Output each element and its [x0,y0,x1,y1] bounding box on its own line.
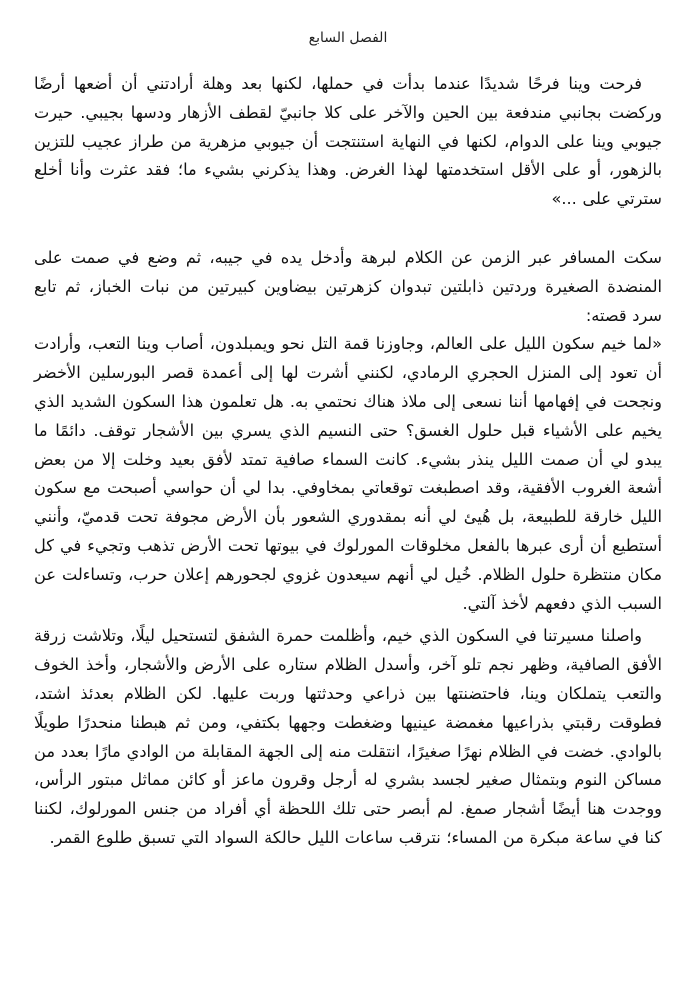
paragraph-3: «لما خيم سكون الليل على العالم، وجاوزنا قمة التل نحو ويمبلدون، أصاب وينا التعب، وأرادت أن تعود إلى المنزل الحجري الرمادي، لكنني أشرت لها إلى أعمدة قصر البورسلين الأخضر ونجحت في إفهامها أننا نسعى إلى ملاذ هناك نحتمي به. هل تعلمون هذا السكون الشديد الذي يخيم على الأشياء قبل حلول الغسق؟ حتى النسيم الذي يسري بين الأشجار توقف. دائمًا ما يبدو لي أن صمت الليل ينذر بشيء. كانت السماء صافية تمتد لأفق بعيد وخلت إلا من بعض أشعة الغروب الأفقية، وقد اصطبغت توقعاتي بمخاوفي. بدا لي أن حواسي أصبحت مع سكون الليل خارقة للطبيعة، بل هُيئ لي أنه بمقدوري الشعور بأن الأرض مجوفة تحت قدميّ، وأنني أستطيع أن أرى عبرها بالفعل مخلوقات المورلوك في بيوتها تحت الأرض تذهب وتجيء في كل مكان منتظرة حلول الظلام. خُيل لي أنهم سيعدون غزوي لجحورهم إعلان حرب، وتساءلت عن السبب الذي دفعهم لأخذ آلتي. [34,334,662,613]
paragraph-1: فرحت وينا فرحًا شديدًا عندما بدأت في حملها، لكنها بعد وهلة أرادتني أن أضعها أرضًا وركضت بجانبي مندفعة بين الحين والآخر على كلا جانبيّ لقطف الأزهار ودسها بجيبي. حيرت جيوبي وينا على الدوام، لكنها في النهاية استنتجت أن جيوبي مزهرية من طراز عجيب للتزين بالزهور، أو على الأقل استخدمتها لهذا الغرض. وهذا يذكرني بشيء ما؛ فقد عثرت وأنا أخلع سترتي على ...» [34,74,662,209]
paragraph-4: واصلنا مسيرتنا في السكون الذي خيم، وأظلمت حمرة الشفق لتستحيل ليلًا، وتلاشت زرقة الأفق الصافية، وظهر نجم تلو آخر، وأسدل الظلام ستاره على الأرض والأشجار، وأخذ الخوف والتعب يتملكان وينا، فاحتضنتها بين ذراعي وحدثتها وربت عليها. لكن الظلام بعدئذ اشتد، فطوقت رقبتي بذراعيها مغمضة عينيها وضغطت وجهها بكتفي، ومن ثم هبطنا منحدرًا طويلًا بالوادي. خضت في الظلام نهرًا صغيرًا، انتقلت منه إلى الجهة المقابلة من الوادي مارًا بعدد من مساكن النوم وبتمثال صغير لجسد بشري له أرجل وقرون ماعز أو كائن مماثل مبتور الرأس، ووجدت هنا أيضًا أشجار صمغ. لم أبصر حتى تلك اللحظة أي أفراد من جنس المورلوك، لكننا كنا في ساعة مبكرة من المساء؛ نترقب ساعات الليل حالكة السواد التي تسبق طلوع القمر. [34,626,662,847]
book-page [34,28,662,853]
section-break [34,214,662,244]
chapter-title: الفصل السابع [308,30,388,46]
paragraph-2: سكت المسافر عبر الزمن عن الكلام لبرهة وأدخل يده في جيبه، ثم وضع في صمت على المنضدة الصغيرة وردتين ذابلتين تبدوان كزهرتين بيضاوين كبيرتين من نبات الخباز، ثم تابع سرد قصته: [34,247,662,325]
